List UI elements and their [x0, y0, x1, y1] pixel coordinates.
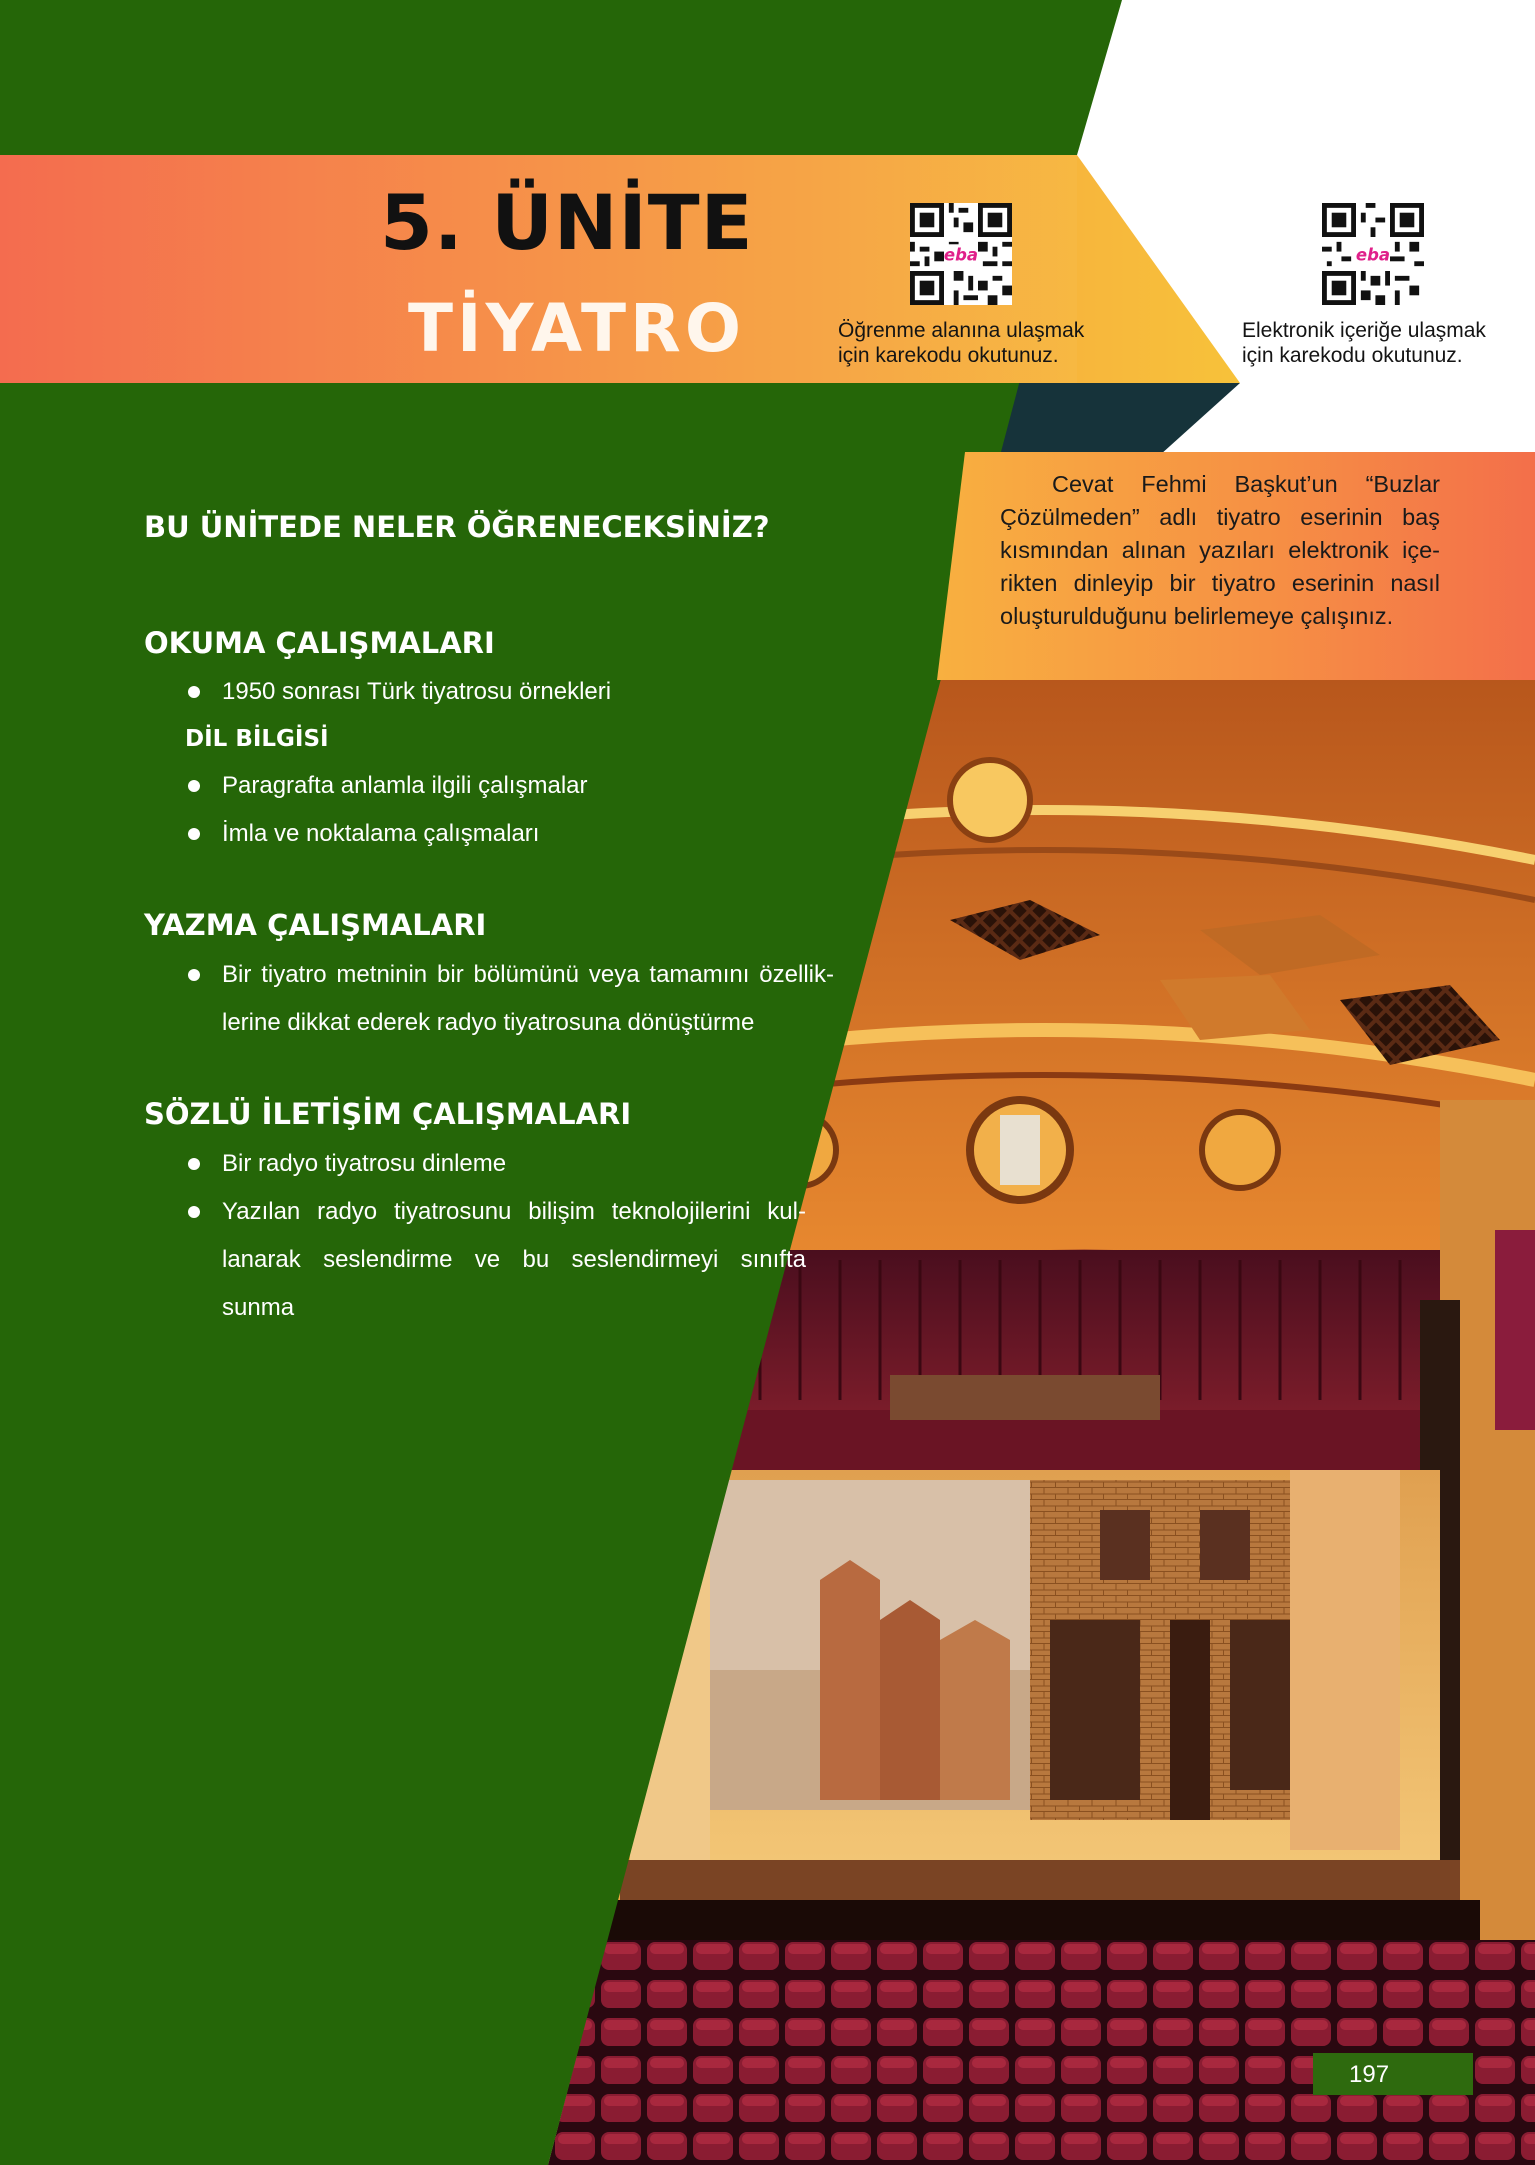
qr-learning-caption-line1: Öğrenme alanına ulaşmak: [838, 319, 1085, 342]
section-title-oral: SÖZLÜ İLETİŞİM ÇALIŞMALARI: [144, 1097, 632, 1131]
list-item: [188, 951, 850, 1047]
bullet-dot-icon: [188, 686, 200, 698]
intro-text: Cevat Fehmi Başkut’un “Buzlar Çözülmeden” adlı tiyatro eserinin baş kısmından alınan yazıları elektronik içerikten dinleyip bir tiyatro eserinin nasıl oluşturulduğunu belirlemeye çalışınız.: [1000, 471, 1440, 629]
list-item: [188, 810, 748, 858]
list-item-text: Bir tiyatro metninin bir bölümünü veya tamamını özelliklerine dikkat ederek radyo tiyatrosuna dönüştürme: [222, 961, 834, 1036]
list-item: [188, 1140, 788, 1188]
list-item-text: Bir radyo tiyatrosu dinleme: [222, 1150, 507, 1177]
qr-code-icon[interactable]: [910, 203, 1012, 305]
list-item: [188, 1188, 806, 1332]
subsection-title-grammar: DİL BİLGİSİ: [185, 726, 329, 752]
page-number: 197: [1349, 2061, 1390, 2088]
list-item-text: Yazılan radyo tiyatrosunu bilişim teknolojilerini kullanarak seslendirme ve bu seslendirmeyi sınıfta sunma: [222, 1198, 806, 1321]
list-item-text: Paragrafta anlamla ilgili çalışmalar: [222, 772, 588, 799]
bullet-dot-icon: [188, 969, 200, 981]
qr-code-icon[interactable]: [1322, 203, 1424, 305]
qr-electronic-caption: [1242, 318, 1535, 368]
section-title-reading: OKUMA ÇALIŞMALARI: [144, 626, 495, 660]
list-item-text: İmla ve noktalama çalışmaları: [222, 820, 540, 847]
unit-number: 5. ÜNİTE: [380, 178, 754, 267]
list-item-text: 1950 sonrası Türk tiyatrosu örnekleri: [222, 678, 612, 705]
bullet-dot-icon: [188, 780, 200, 792]
qr-learning-caption: [838, 318, 1138, 368]
page-number-box: [1313, 2053, 1473, 2095]
list-item: [188, 762, 748, 810]
bullet-dot-icon: [188, 1206, 200, 1218]
section-title-writing: YAZMA ÇALIŞMALARI: [144, 908, 487, 942]
eba-logo: eba: [1355, 245, 1391, 265]
list-item: [188, 668, 748, 716]
qr-electronic-caption-line1: Elektronik içeriğe ulaşmak: [1242, 319, 1486, 342]
qr-electronic-caption-line2: için karekodu okutunuz.: [1242, 344, 1463, 367]
eba-logo: eba: [943, 245, 979, 265]
qr-learning-caption-line2: için karekodu okutunuz.: [838, 344, 1059, 367]
main-heading: BU ÜNİTEDE NELER ÖĞRENECEKSİNİZ?: [144, 510, 770, 544]
unit-title: TİYATRO: [408, 290, 745, 367]
bullet-dot-icon: [188, 1158, 200, 1170]
bullet-dot-icon: [188, 828, 200, 840]
